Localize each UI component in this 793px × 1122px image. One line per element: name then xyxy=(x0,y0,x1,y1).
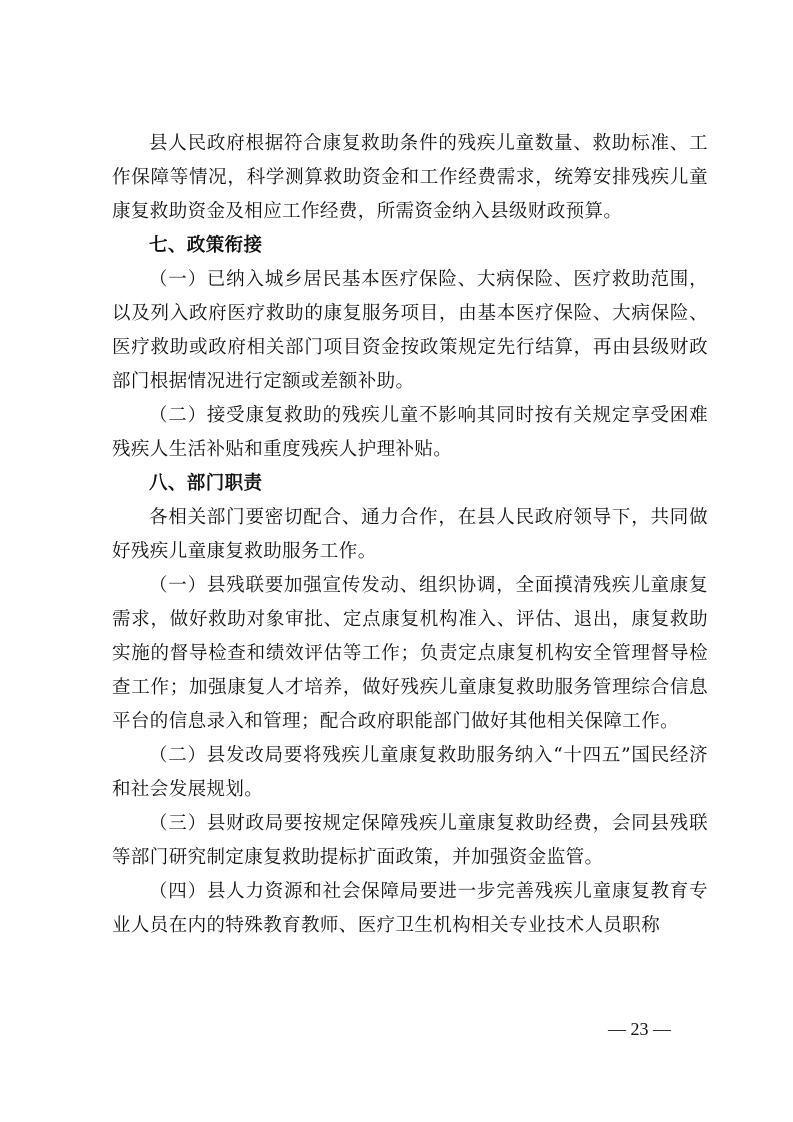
section-heading-policy-link: 七、政策衔接 xyxy=(149,235,263,256)
document-body xyxy=(112,127,708,943)
paragraph-duties-3: （三）县财政局要按规定保障残疾儿童康复救助经费，会同县残联等部门研究制定康复救助提标扩面政策，并加强资金监管。 xyxy=(112,813,708,868)
section-heading-duties: 八、部门职责 xyxy=(149,473,263,494)
paragraph-policy-2: （二）接受康复救助的残疾儿童不影响其同时按有关规定享受困难残疾人生活补贴和重度残疾人护理补贴。 xyxy=(112,405,708,460)
paragraph-policy-1: （一）已纳入城乡居民基本医疗保险、大病保险、医疗救助范围，以及列入政府医疗救助的康复服务项目，由基本医疗保险、大病保险、医疗救助或政府相关部门项目资金按政策规定先行结算，再由县级财政部门根据情况进行定额或差额补助。 xyxy=(112,269,708,392)
paragraph-duties-4: （四）县人力资源和社会保障局要进一步完善残疾儿童康复教育专业人员在内的特殊教育教师、医疗卫生机构相关专业技术人员职称 xyxy=(112,881,708,936)
paragraph-duties-2: （二）县发改局要将残疾儿童康复救助服务纳入“十四五”国民经济和社会发展规划。 xyxy=(112,745,708,800)
paragraph-funding: 县人民政府根据符合康复救助条件的残疾儿童数量、救助标准、工作保障等情况，科学测算救助资金和工作经费需求，统筹安排残疾儿童康复救助资金及相应工作经费，所需资金纳入县级财政预算。 xyxy=(112,133,708,222)
paragraph-duties-intro: 各相关部门要密切配合、通力合作，在县人民政府领导下，共同做好残疾儿童康复救助服务工作。 xyxy=(112,507,708,562)
page-number: — 23 — xyxy=(608,1019,671,1039)
paragraph-duties-1: （一）县残联要加强宣传发动、组织协调，全面摸清残疾儿童康复需求，做好救助对象审批、定点康复机构准入、评估、退出，康复救助实施的督导检查和绩效评估等工作；负责定点康复机构安全管理督导检查工作；加强康复人才培养，做好残疾儿童康复救助服务管理综合信息平台的信息录入和管理；配合政府职能部门做好其他相关保障工作。 xyxy=(112,575,708,732)
